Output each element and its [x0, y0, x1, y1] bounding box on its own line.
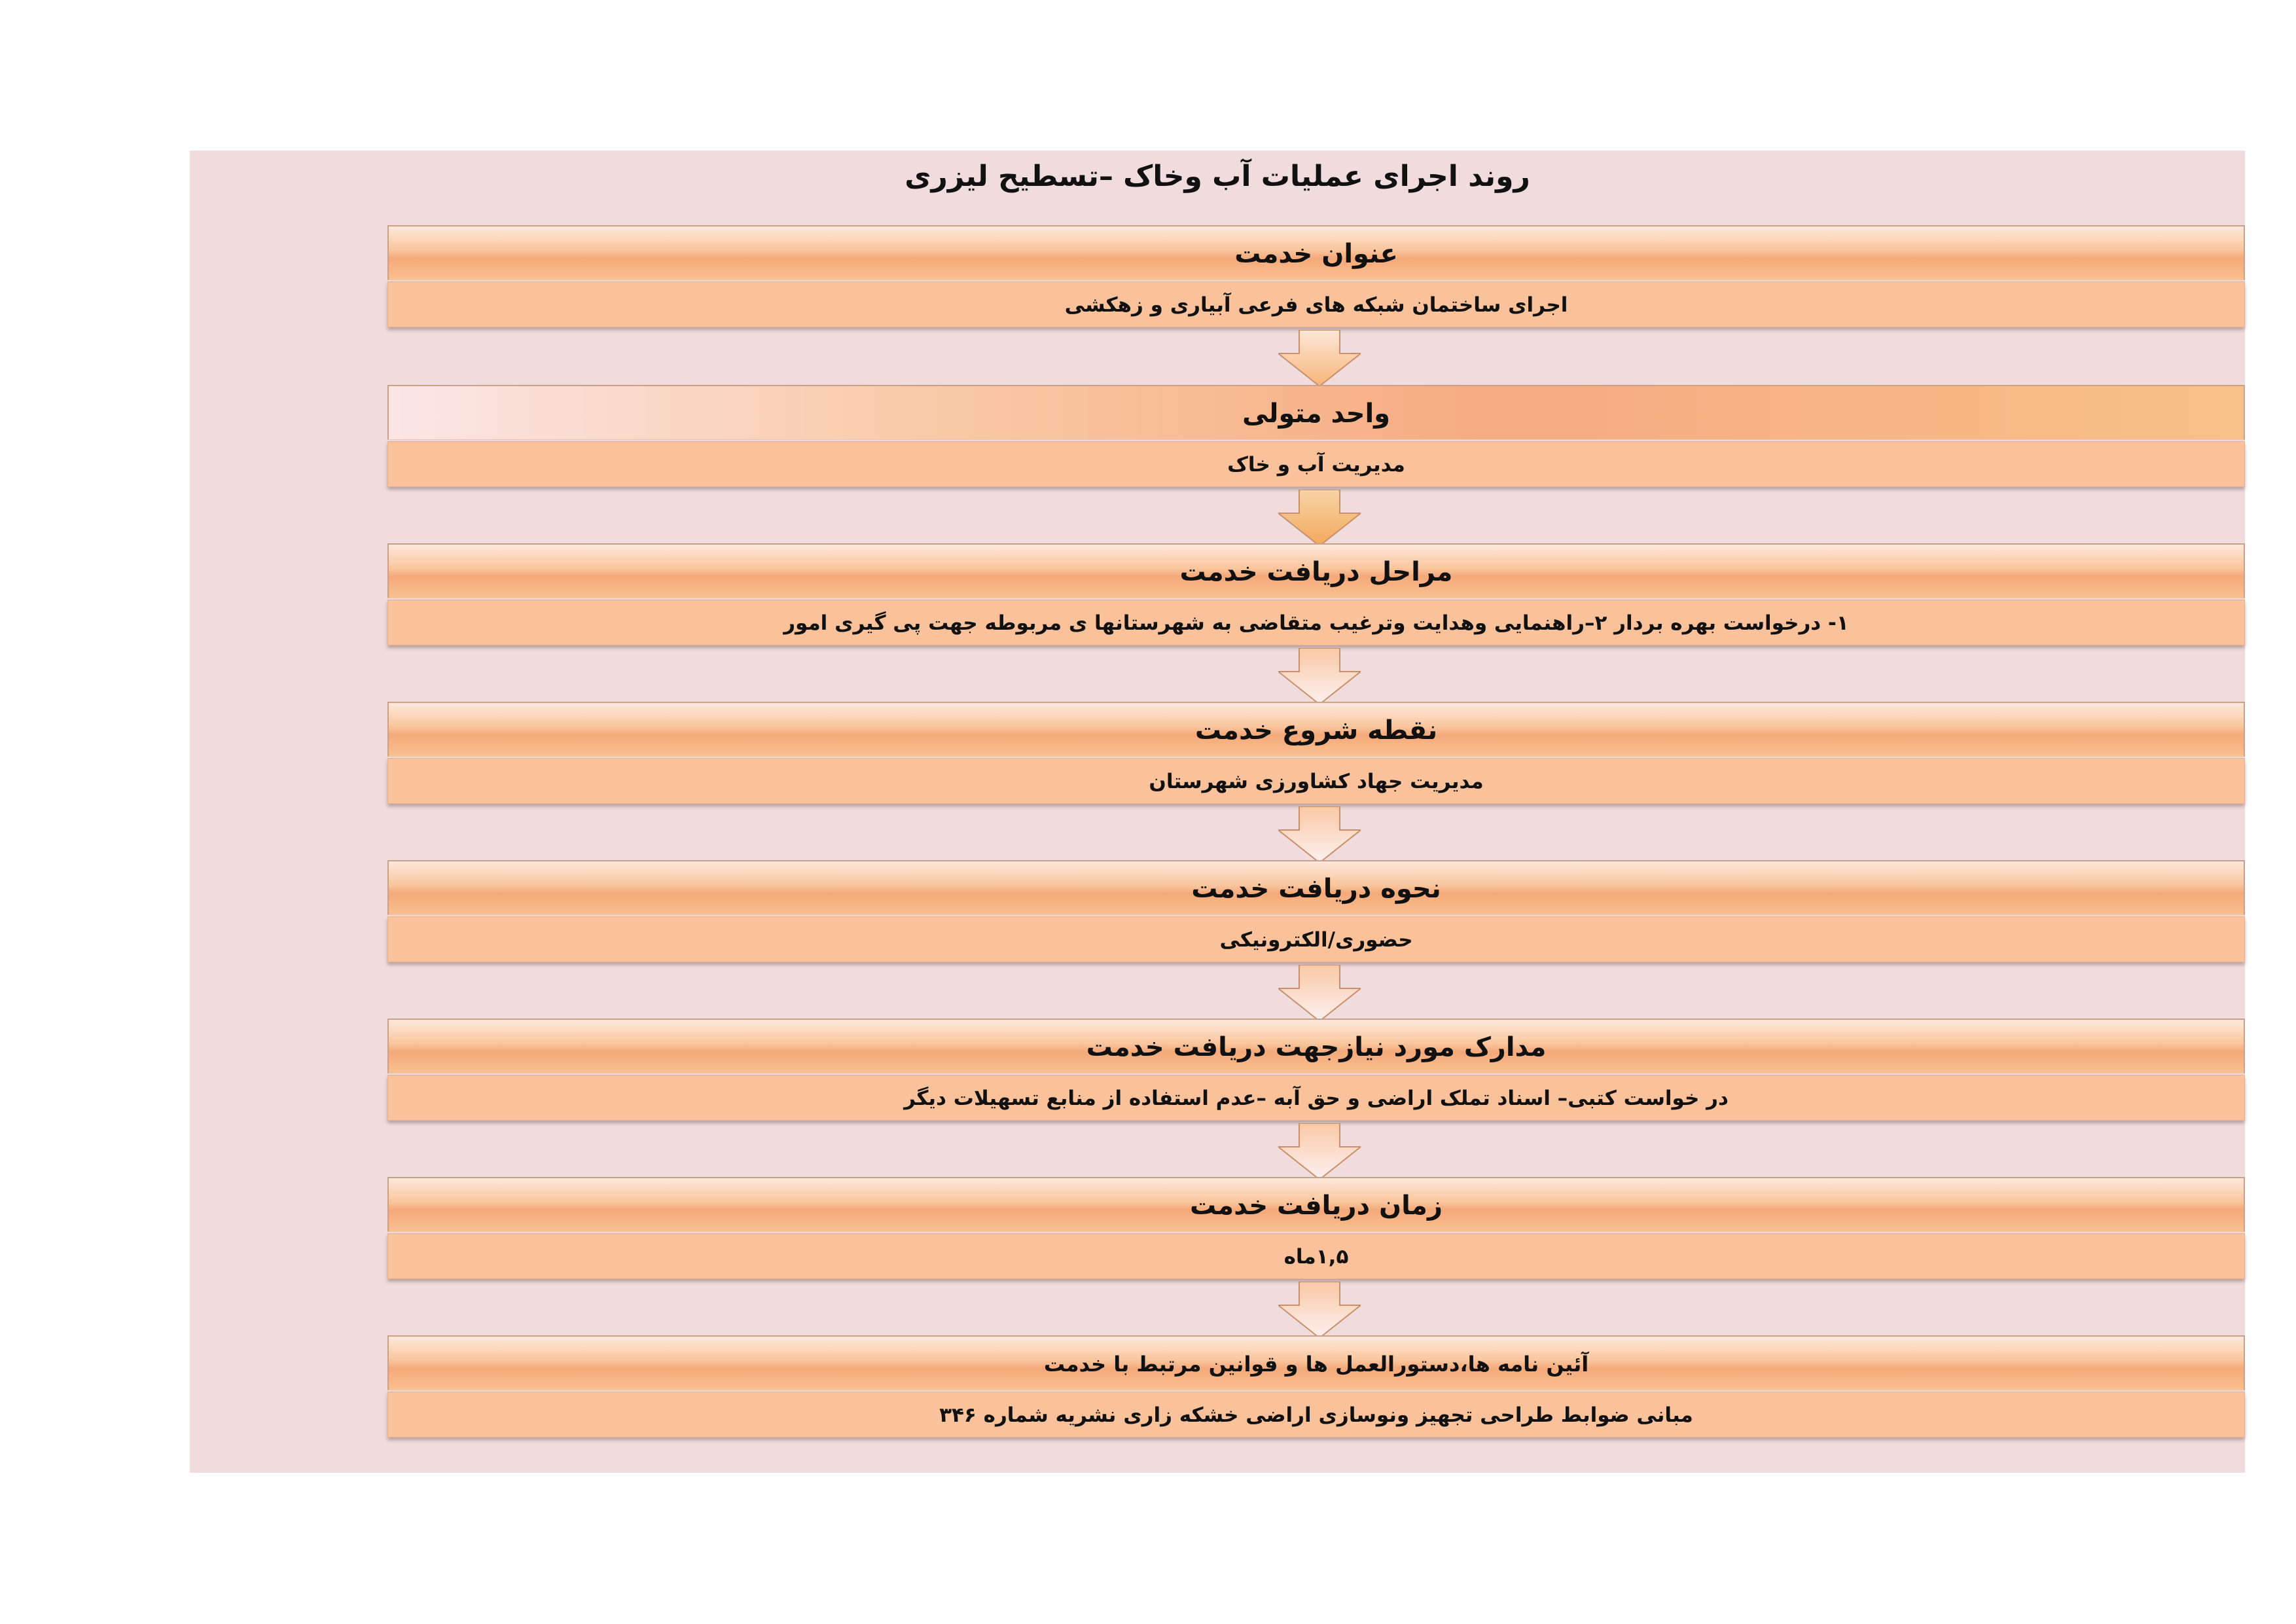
step-start-point [387, 702, 2245, 805]
step-service-title [387, 225, 2245, 329]
step-heading: نحوه دریافت خدمت [387, 860, 2245, 915]
step-content: ۱- درخواست بهره بردار ۲–راهنمایی وهدایت وترغیب متقاضی به شهرستانها ی مربوطه جهت پی گیری امور [387, 600, 2245, 645]
step-content: اجرای ساختمان شبکه های فرعی آبیاری و زهکشی [387, 281, 2245, 327]
step-heading: عنوان خدمت [387, 225, 2245, 280]
step-responsible-unit [387, 385, 2245, 488]
step-content: مدیریت آب و خاک [387, 441, 2245, 487]
down-arrow-icon [1278, 1123, 1361, 1180]
step-content: مبانی ضوابط طراحی تجهیز ونوسازی اراضی خشکه زاری نشریه شماره ۳۴۶ [387, 1392, 2245, 1437]
step-heading: واحد متولی [387, 385, 2245, 440]
step-heading: مراحل دریافت خدمت [387, 543, 2245, 598]
step-content: ۱,۵ماه [387, 1233, 2245, 1279]
step-heading: نقطه شروع خدمت [387, 702, 2245, 757]
step-required-documents [387, 1019, 2245, 1122]
page-title: روند اجرای عملیات آب وخاک –تسطیح لیزری [905, 160, 1530, 193]
step-content: در خواست کتبی– اسناد تملک اراضی و حق آبه –عدم استفاده از منابع تسهیلات دیگر [387, 1075, 2245, 1121]
down-arrow-icon [1278, 965, 1361, 1021]
step-heading: آئین نامه ها،دستورالعمل ها و قوانین مرتبط با خدمت [387, 1335, 2245, 1390]
down-arrow-icon [1278, 648, 1361, 704]
step-service-stages [387, 543, 2245, 647]
down-arrow-icon [1278, 806, 1361, 863]
step-content: مدیریت جهاد کشاورزی شهرستان [387, 758, 2245, 804]
step-service-duration [387, 1177, 2245, 1280]
step-heading: زمان دریافت خدمت [387, 1177, 2245, 1232]
down-arrow-icon [1278, 490, 1361, 546]
step-delivery-method [387, 860, 2245, 964]
step-content: حضوری/الکترونیکی [387, 916, 2245, 962]
step-heading: مدارک مورد نیازجهت دریافت خدمت [387, 1019, 2245, 1074]
down-arrow-icon [1278, 330, 1361, 386]
step-regulations [387, 1335, 2245, 1439]
down-arrow-icon [1278, 1282, 1361, 1338]
